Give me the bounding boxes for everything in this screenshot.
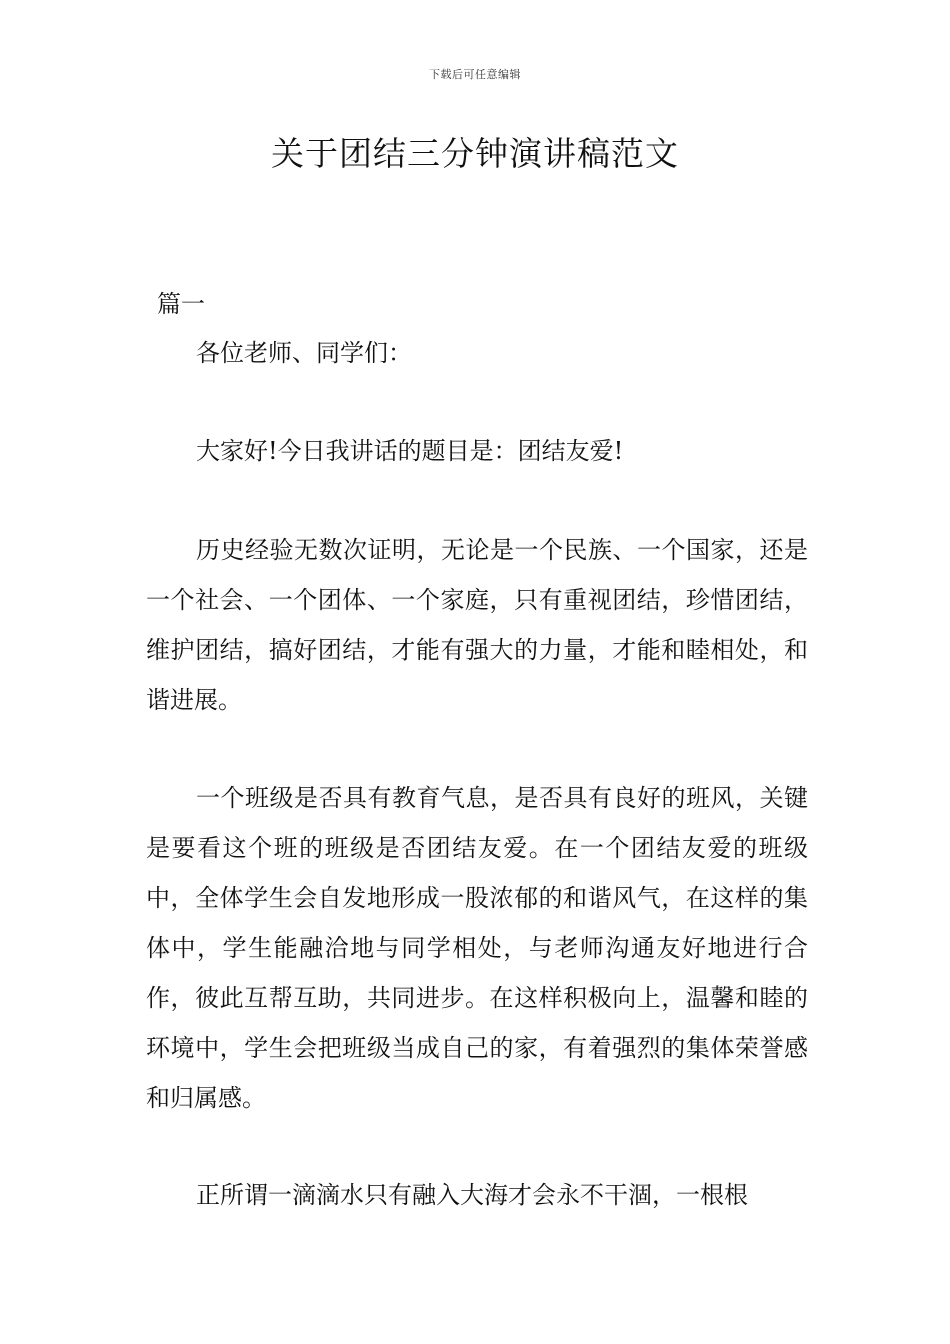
document-title: 关于团结三分钟演讲稿范文 (271, 134, 679, 173)
body-paragraph-2: 一个班级是否具有教育气息，是否具有良好的班风，关键是要看这个班的班级是否团结友爱。在一个团结友爱的班级中，全体学生会自发地形成一股浓郁的和谐风气，在这样的集体中，学生能融洽地与同学相处，与老师沟通友好地进行合作，彼此互帮互助，共同进步。在这样积极向上，温馨和睦的环境中，学生会把班级当成自己的家，有着强烈的集体荣誉感和归属感。 (146, 784, 808, 1112)
section-label: 篇一 (157, 290, 205, 318)
body-paragraph-3: 正所谓一滴滴水只有融入大海才会永不干涸，一根根 (196, 1181, 748, 1209)
greeting-paragraph: 各位老师、同学们： (196, 339, 412, 367)
body-paragraph-1: 历史经验无数次证明，无论是一个民族、一个国家，还是一个社会、一个团体、一个家庭，只有重视团结，珍惜团结，维护团结，搞好团结，才能有强大的力量，才能和睦相处，和谐进展。 (146, 536, 808, 714)
header-note: 下载后可任意编辑 (429, 68, 521, 81)
intro-paragraph: 大家好!今日我讲话的题目是：团结友爱! (196, 437, 624, 465)
